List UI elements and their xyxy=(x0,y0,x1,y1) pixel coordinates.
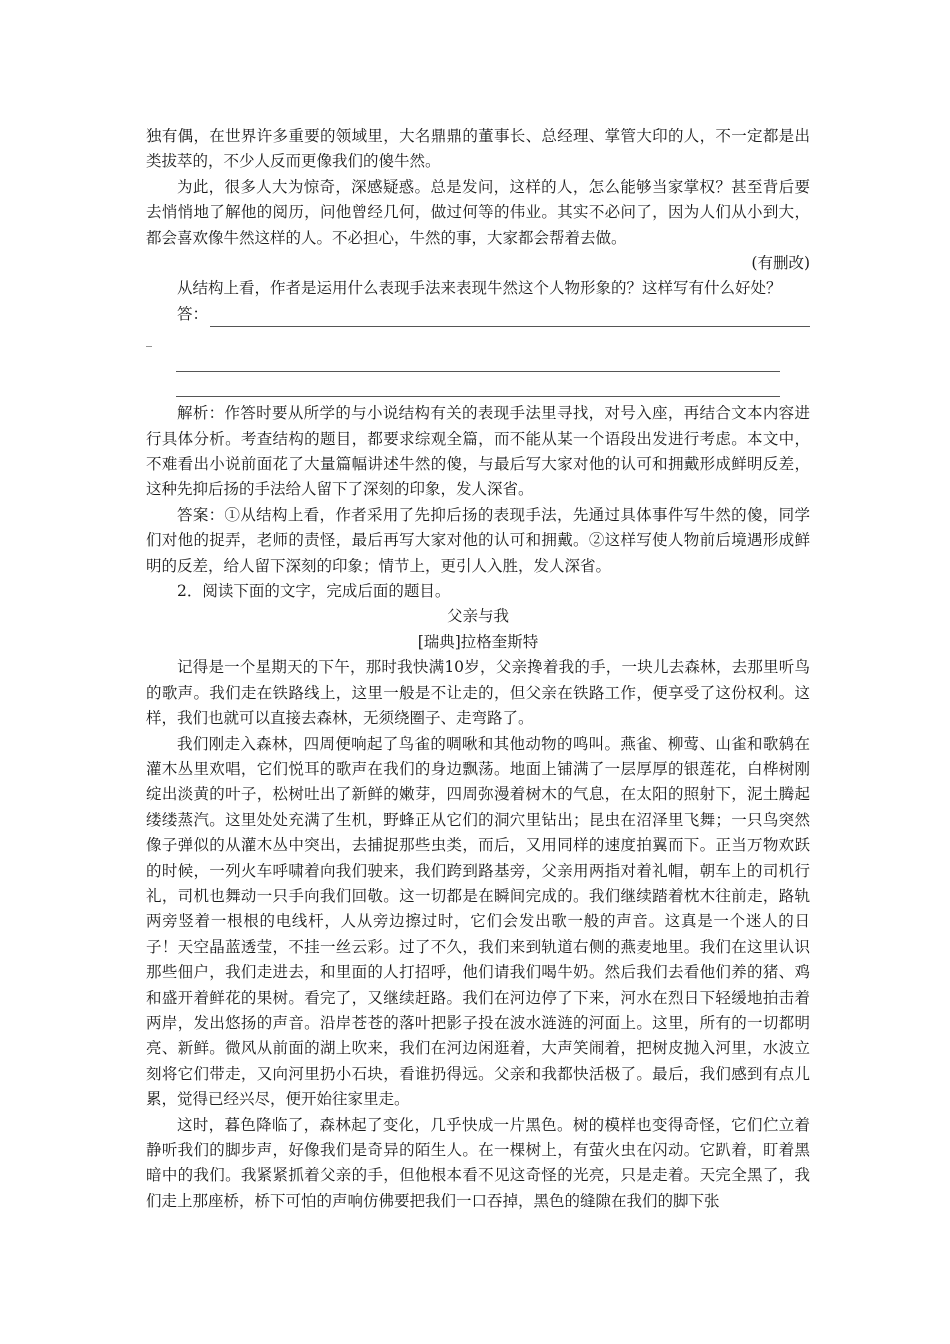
stray-dash: _ xyxy=(146,333,152,348)
answer-label: 答： xyxy=(177,304,209,323)
paragraph: 为此，很多人大为惊奇，深感疑惑。总是发问，这样的人，怎么能够当家掌权？甚至背后要去悄悄地了解他的阅历，问他曾经几何，做过何等的伟业。其实不必问了，因为人们从小到大，都会喜欢像牛然这样的人。不必担心，牛然的事，大家都会帮着去做。 xyxy=(146,177,810,247)
question-text: 从结构上看，作者是运用什么表现手法来表现牛然这个人物形象的？这样写有什么好处？ xyxy=(177,279,782,298)
story-paragraph: 记得是一个星期天的下午，那时我快满10岁，父亲搀着我的手，一块儿去森林，去那里听鸟的歌声。我们走在铁路线上，这里一般是不让走的，但父亲在铁路工作，便享受了这份权利。这样，我们也就可以直接去森林，无须绕圈子、走弯路了。 xyxy=(146,658,810,728)
answer-line xyxy=(210,312,810,327)
answer-blank-line[interactable] xyxy=(146,372,810,397)
story-title: 父亲与我 xyxy=(446,607,509,626)
story-author: [瑞典]拉格奎斯特 xyxy=(417,632,539,651)
document-page xyxy=(146,124,810,1214)
source-note: (有删改) xyxy=(751,254,810,273)
answer-blank-line[interactable] xyxy=(146,347,810,372)
answer-text: 答案：①从结构上看，作者采用了先抑后扬的表现手法，先通过具体事件写牛然的傻，同学们对他的捉弄，老师的责怪，最后再写大家对他的认可和拥戴。②这样写使人物前后境遇形成鲜明的反差，给人留下深刻的印象；情节上，更引人入胜，发人深省。 xyxy=(146,505,810,575)
story-paragraph: 这时，暮色降临了，森林起了变化，几乎快成一片黑色。树的模样也变得奇怪，它们伫立着静听我们的脚步声，好像我们是奇异的陌生人。在一棵树上，有萤火虫在闪动。它趴着，盯着黑暗中的我们。我紧紧抓着父亲的手，但他根本看不见这奇怪的光亮，只是走着。天完全黑了，我们走上那座桥，桥下可怕的声响仿佛要把我们一口吞掉，黑色的缝隙在我们的脚下张 xyxy=(146,1115,810,1210)
answer-field[interactable] xyxy=(146,302,810,327)
analysis-text: 解析：作答时要从所学的与小说结构有关的表现手法里寻找，对号入座，再结合文本内容进行具体分析。考查结构的题目，都要求综观全篇，而不能从某一个语段出发进行考虑。本文中，不难看出小说前面花了大量篇幅讲述牛然的傻，与最后写大家对他的认可和拥戴形成鲜明反差，这种先抑后扬的手法给人留下了深刻的印象，发人深省。 xyxy=(146,404,810,499)
paragraph-continued: 独有偶，在世界许多重要的领域里，大名鼎鼎的董事长、总经理、掌管大印的人，不一定都是出类拔萃的，不少人反而更像我们的傻牛然。 xyxy=(146,127,810,171)
question-2: 2．阅读下面的文字，完成后面的题目。 xyxy=(177,582,451,601)
story-paragraph: 我们刚走入森林，四周便响起了鸟雀的啁啾和其他动物的鸣叫。燕雀、柳莺、山雀和歌鸫在灌木丛里欢唱，它们悦耳的歌声在我们的身边飘荡。地面上铺满了一层厚厚的银莲花，白桦树刚绽出淡黄的叶子，松树吐出了新鲜的嫩芽，四周弥漫着树木的气息，在太阳的照射下，泥土腾起缕缕蒸汽。这里处处充满了生机，野蜂正从它们的洞穴里钻出；昆虫在沼泽里飞舞；一只鸟突然像子弹似的从灌木丛中突出，去捕捉那些虫类，而后，又用同样的速度拍翼而下。正当万物欢跃的时候，一列火车呼啸着向我们驶来，我们跨到路基旁，父亲用两指对着礼帽，朝车上的司机行礼，司机也舞动一只手向我们回敬。这一切都是在瞬间完成的。我们继续踏着枕木往前走，路轨两旁竖着一根根的电线杆，人从旁边擦过时，它们会发出歌一般的声音。这真是一个迷人的日子！天空晶蓝透莹，不挂一丝云彩。过了不久，我们来到轨道右侧的燕麦地里。我们在这里认识那些佃户，我们走进去，和里面的人打招呼，他们请我们喝牛奶。然后我们去看他们养的猪、鸡和盛开着鲜花的果树。看完了，又继续赶路。我们在河边停了下来，河水在烈日下轻缓地拍击着两岸，发出悠扬的声音。沿岸苍苍的落叶把影子投在波水涟涟的河面上。这里，所有的一切都明亮、新鲜。微风从前面的湖上吹来，我们在河边闲逛着，大声笑闹着，把树皮抛入河里，水波立刻将它们带走，又向河里扔小石块，看谁扔得远。父亲和我都快活极了。最后，我们感到有点儿累，觉得已经兴尽，便开始往家里走。 xyxy=(146,734,810,1109)
